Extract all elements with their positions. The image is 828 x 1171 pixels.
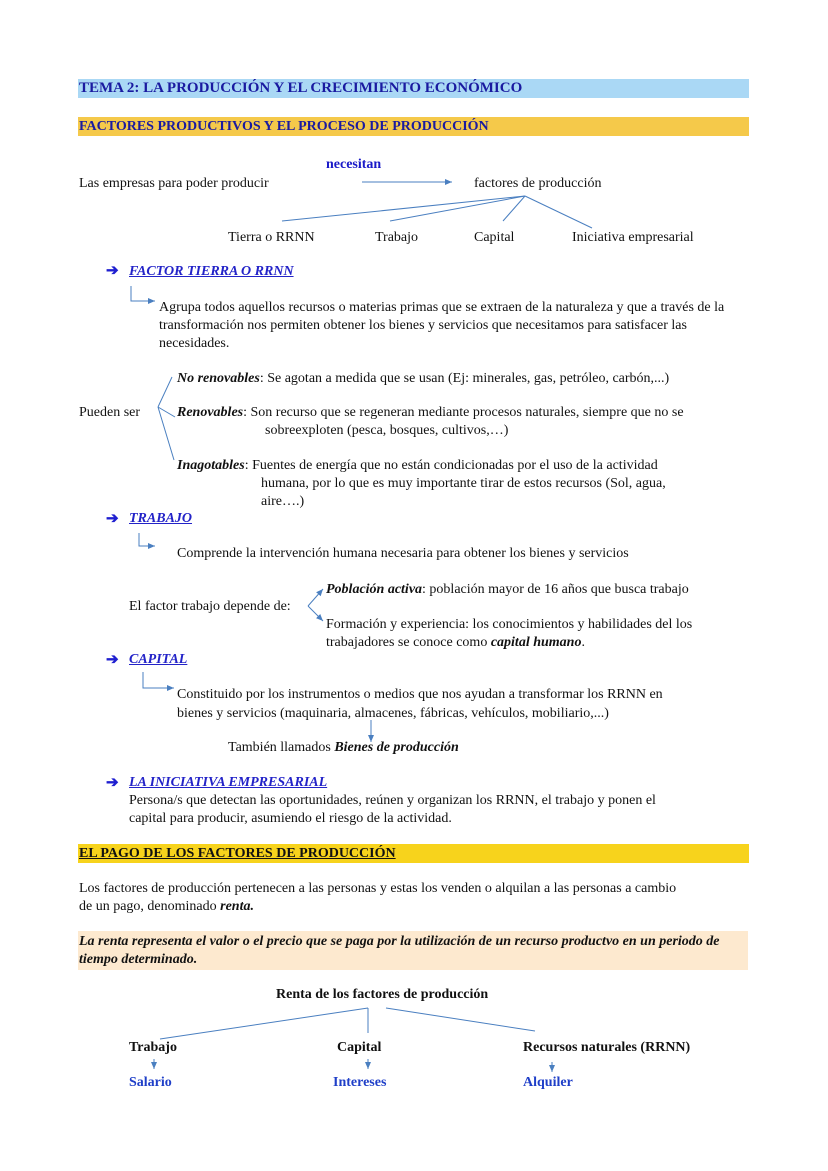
factor-tierra: Tierra o RRNN: [228, 230, 315, 245]
trabajo-depende: El factor trabajo depende de:: [129, 599, 291, 614]
tierra-heading[interactable]: FACTOR TIERRA O RRNN: [129, 264, 294, 279]
arrow-right-icon: ➔: [106, 775, 119, 791]
trabajo-desc: Comprende la intervención humana necesaria para obtener los bienes y servicios: [177, 546, 629, 561]
section1-title: FACTORES PRODUCTIVOS Y EL PROCESO DE PRODUCCIÓN: [79, 119, 489, 134]
tierra-elbow-arrow: [131, 286, 155, 301]
fan-line-trabajo: [390, 196, 525, 221]
inagotables-cont-1: humana, por lo que es muy importante tirar de estos recursos (Sol, agua,: [261, 476, 666, 491]
necesitan-label: necesitan: [326, 157, 382, 172]
renta-line-rrnn: [386, 1008, 535, 1031]
payment-salario: Salario: [129, 1075, 172, 1090]
capital-desc-2: bienes y servicios (maquinaria, almacenes, fábricas, vehículos, mobiliario,...): [177, 706, 609, 721]
trabajo-heading[interactable]: TRABAJO: [129, 511, 193, 526]
fan-line-iniciativa: [525, 196, 592, 228]
pago-p1-cont: de un pago, denominado renta.: [79, 899, 254, 914]
formacion-cont: trabajadores se conoce como capital humano.: [326, 635, 585, 650]
arrow-right-icon: ➔: [106, 652, 119, 668]
bracket-top: [158, 377, 172, 407]
intro-right: factores de producción: [474, 176, 602, 191]
section2-title: EL PAGO DE LOS FACTORES DE PRODUCCIÓN: [79, 846, 396, 861]
renta-factor-trabajo: Trabajo: [129, 1040, 177, 1055]
capital-desc-1: Constituido por los instrumentos o medios que nos ayudan a transformar los RRNN en: [177, 687, 663, 702]
intro-left: Las empresas para poder producir: [79, 176, 269, 191]
renta-definition: La renta representa el valor o el precio que se paga por la utilización de un recurso productvo en un periodo de tiempo determinado.: [78, 931, 748, 970]
inagotables-cont-2: aire….): [261, 494, 305, 509]
factor-trabajo: Trabajo: [375, 230, 419, 245]
no-renovables: No renovables: Se agotan a medida que se usan (Ej: minerales, gas, petróleo, carbón,...): [177, 371, 670, 386]
renta-line-trabajo: [160, 1008, 368, 1039]
iniciativa-desc-1: Persona/s que detectan las oportunidades, reúnen y organizan los RRNN, el trabajo y ponen el: [129, 793, 656, 808]
capital-elbow-arrow: [143, 672, 174, 688]
fan-line-tierra: [282, 196, 525, 221]
pueden-ser: Pueden ser: [79, 405, 141, 420]
page-title: TEMA 2: LA PRODUCCIÓN Y EL CRECIMIENTO ECONÓMICO: [79, 80, 523, 96]
bienes-produccion: También llamados Bienes de producción: [228, 740, 459, 755]
renta-factor-capital: Capital: [337, 1040, 382, 1055]
iniciativa-desc-2: capital para producir, asumiendo el riesgo de la actividad.: [129, 811, 452, 826]
renovables: Renovables: Son recurso que se regeneran mediante procesos naturales, siempre que no se: [177, 405, 684, 420]
payment-intereses: Intereses: [333, 1075, 387, 1090]
poblacion-activa: Población activa: población mayor de 16 años que busca trabajo: [326, 582, 689, 597]
payment-alquiler: Alquiler: [523, 1075, 573, 1090]
arrow-right-icon: ➔: [106, 263, 119, 279]
renovables-cont: sobreexploten (pesca, bosques, cultivos,…): [265, 423, 509, 438]
arrow-right-icon: ➔: [106, 511, 119, 527]
formacion: Formación y experiencia: los conocimientos y habilidades del los: [326, 617, 693, 632]
factor-iniciativa: Iniciativa empresarial: [572, 230, 694, 245]
inagotables: Inagotables: Fuentes de energía que no están condicionadas por el uso de la actividad: [177, 458, 658, 473]
depende-arrow-up: [308, 589, 323, 606]
pago-p1: Los factores de producción pertenecen a las personas y estas los venden o alquilan a las personas a cambio: [79, 881, 677, 896]
iniciativa-heading[interactable]: LA INICIATIVA EMPRESARIAL: [129, 775, 328, 790]
capital-heading[interactable]: CAPITAL: [129, 652, 188, 667]
tierra-desc: Agrupa todos aquellos recursos o materias primas que se extraen de la naturaleza y que a través de la transformación nos permiten obtener los bienes y servicios que necesitamos para satisfacer las necesidades.: [159, 300, 725, 351]
renta-diagram-title: Renta de los factores de producción: [276, 987, 489, 1002]
trabajo-elbow-arrow: [139, 533, 155, 546]
factor-capital: Capital: [474, 230, 515, 245]
depende-arrow-down: [308, 606, 323, 621]
renta-factor-rrnn: Recursos naturales (RRNN): [523, 1040, 691, 1055]
